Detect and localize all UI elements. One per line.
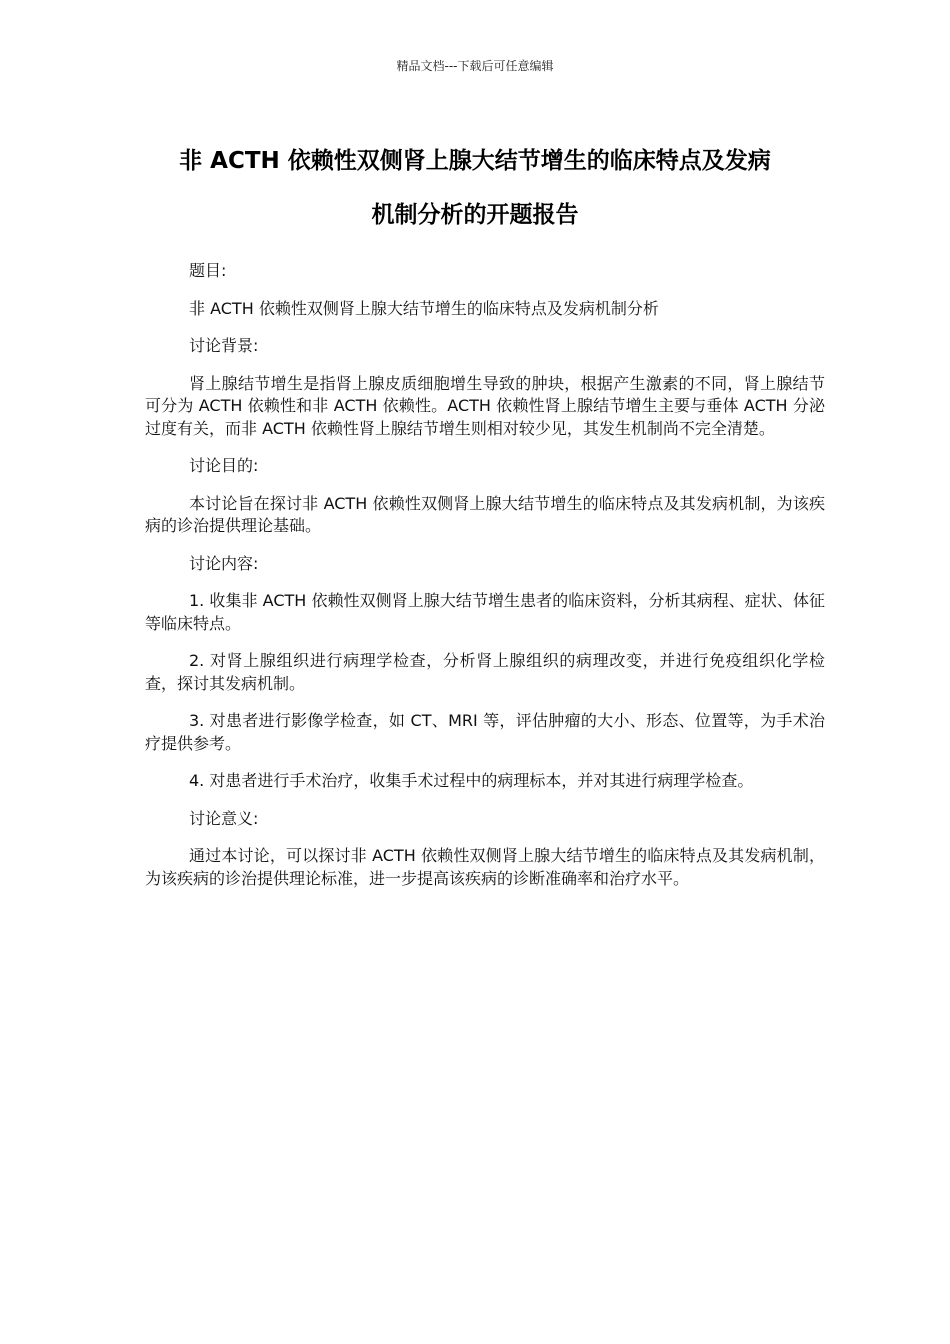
content-item-2: 2. 对肾上腺组织进行病理学检查，分析肾上腺组织的病理改变，并进行免疫组织化学检查，探讨其发病机制。: [145, 651, 825, 693]
section-label-significance: 讨论意义:: [189, 808, 259, 828]
content-item-3: 3. 对患者进行影像学检查，如 CT、MRI 等，评估肿瘤的大小、形态、位置等，为手术治疗提供参考。: [145, 711, 825, 753]
section-label-topic: 题目:: [189, 261, 227, 280]
page-header: 精品文档---下载后可任意编辑: [396, 59, 554, 73]
content-item-1: 1. 收集非 ACTH 依赖性双侧肾上腺大结节增生患者的临床资料，分析其病程、症状、体征等临床特点。: [145, 591, 825, 633]
document-title: [100, 134, 850, 242]
section-label-content: 讨论内容:: [189, 553, 259, 573]
content-item-4: 4. 对患者进行手术治疗，收集手术过程中的病理标本，并对其进行病理学检查。: [189, 771, 754, 790]
section-label-background: 讨论背景:: [189, 336, 259, 355]
document-body: [145, 260, 825, 905]
topic-text: 非 ACTH 依赖性双侧肾上腺大结节增生的临床特点及发病机制分析: [189, 298, 659, 318]
section-label-purpose: 讨论目的:: [189, 456, 259, 475]
background-text: 肾上腺结节增生是指肾上腺皮质细胞增生导致的肿块，根据产生激素的不同，肾上腺结节可分为 ACTH 依赖性和非 ACTH 依赖性。ACTH 依赖性肾上腺结节增生主要与垂体 ACTH 分泌过度有关，而非 ACTH 依赖性肾上腺结节增生则相对较少见，其发生机制尚不完全清楚。: [145, 373, 825, 438]
purpose-text: 本讨论旨在探讨非 ACTH 依赖性双侧肾上腺大结节增生的临床特点及其发病机制，为该疾病的诊治提供理论基础。: [145, 493, 825, 535]
title-line-1: 非 ACTH 依赖性双侧肾上腺大结节增生的临床特点及发病: [179, 148, 771, 174]
significance-text: 通过本讨论，可以探讨非 ACTH 依赖性双侧肾上腺大结节增生的临床特点及其发病机制，为该疾病的诊治提供理论标准，进一步提高该疾病的诊断准确率和治疗水平。: [145, 846, 825, 888]
title-line-2: 机制分析的开题报告: [371, 202, 579, 228]
